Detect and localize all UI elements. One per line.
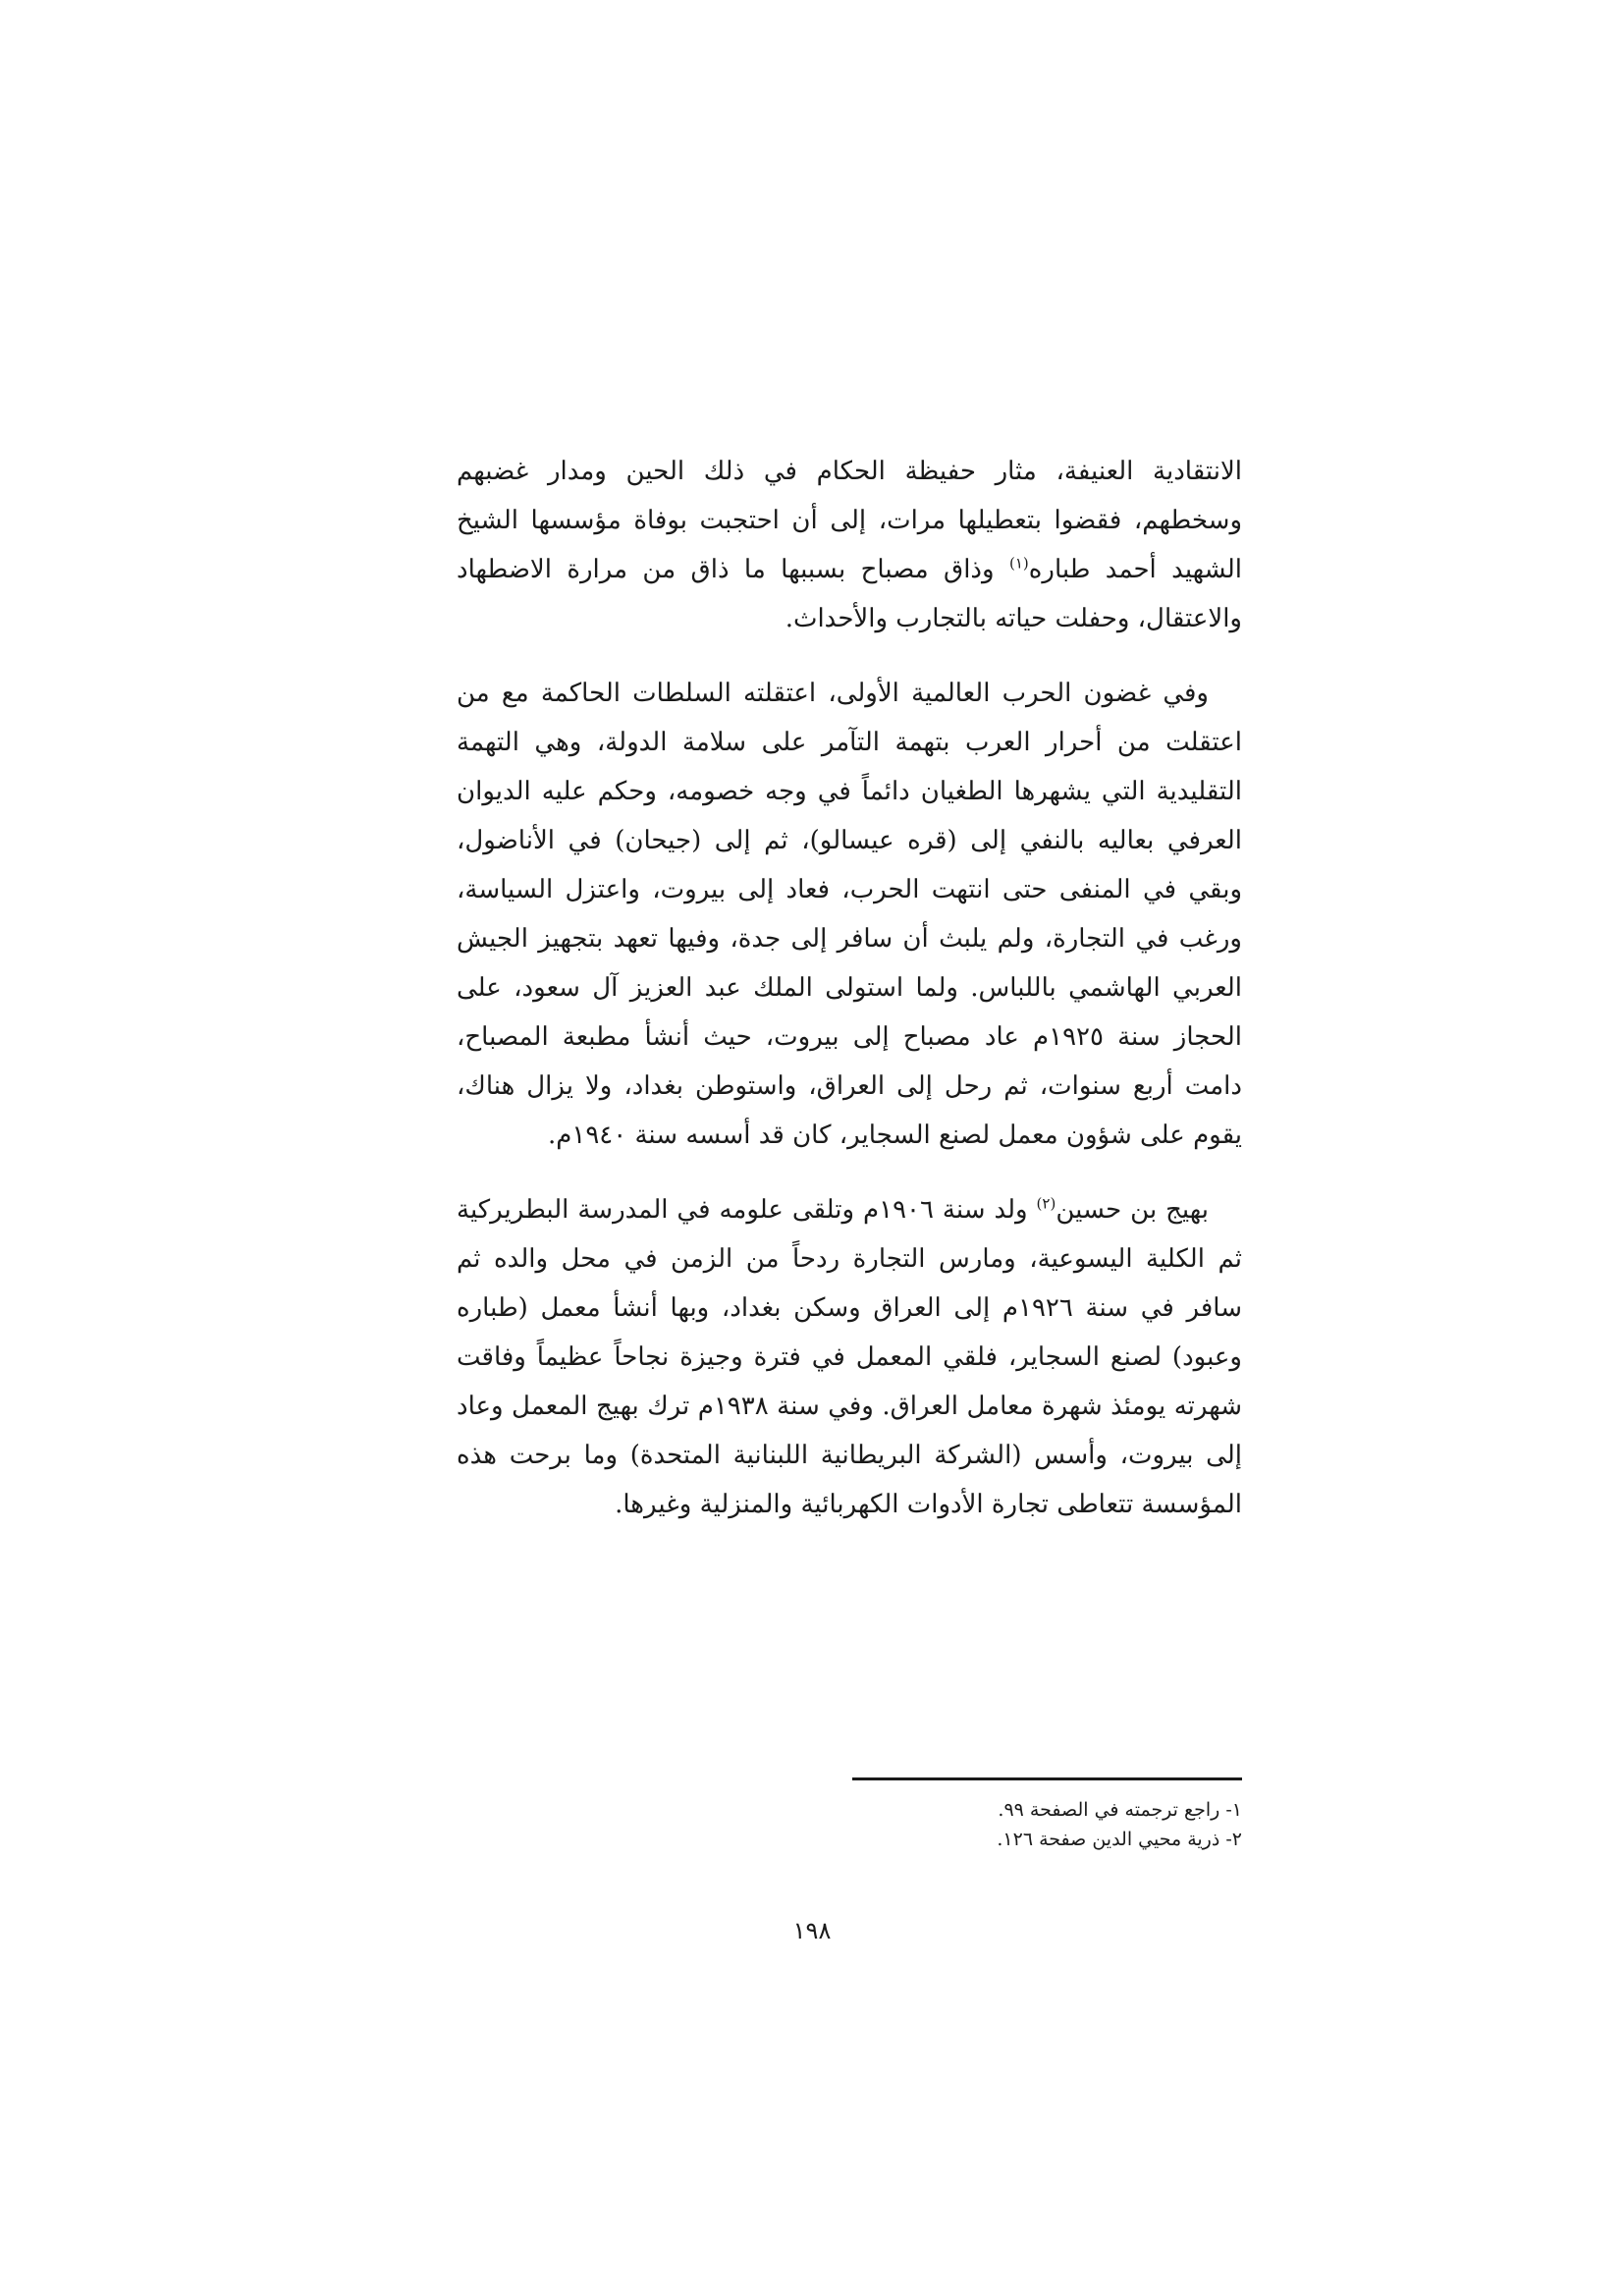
paragraph-1-text-b: وذاق مصباح بسببها ما ذاق من مرارة الاضطهاد والاعتقال، وحفلت حياته بالتجارب والأحداث. [457,555,1242,633]
footnotes [852,1795,1242,1854]
footnote-1: ١- راجع ترجمته في الصفحة ٩٩. [998,1799,1242,1821]
paragraph-1 [457,447,1242,643]
footnote-marker-2: (٢) [1036,1194,1056,1213]
footnote-2: ٢- ذرية محيي الدين صفحة ١٢٦. [997,1829,1242,1850]
page-number: ١٩٨ [792,1917,832,1944]
paragraph-3-text-a: بهيج بن حسين [1056,1195,1209,1225]
footnote-marker-1: (١) [1008,554,1029,573]
paragraph-1-text-a: الانتقادية العنيفة، مثار حفيظة الحكام في ذلك الحين ومدار غضبهم وسخطهم، فقضوا بتعطيلها مرات، إلى أن احتجبت بوفاة مؤسسها الشيخ الشهيد أحمد طباره [457,457,1243,584]
paragraph-3-text-b: ولد سنة ١٩٠٦م وتلقى علومه في المدرسة البطريركية ثم الكلية اليسوعية، ومارس التجارة ردحاً من الزمن في محل والده ثم سافر في سنة ١٩٢٦م إلى العراق وسكن بغداد، وبها أنشأ معمل (طباره وعبود) لصنع السجاير، فلقي المعمل في فترة وجيزة نجاحاً عظيماً وفاقت شهرته يومئذ شهرة معامل العراق. وفي سنة ١٩٣٨م ترك بهيج المعمل وعاد إلى بيروت، وأسس (الشركة البريطانية اللبنانية المتحدة) وما برحت هذه المؤسسة تتعاطى تجارة الأدوات الكهربائية والمنزلية وغيرها. [457,1195,1243,1519]
main-text [457,447,1242,1555]
paragraph-3 [457,1185,1242,1529]
footnote-divider [852,1777,1242,1780]
paragraph-2: وفي غضون الحرب العالمية الأولى، اعتقلته السلطات الحاكمة مع من اعتقلت من أحرار العرب بتهمة التآمر على سلامة الدولة، وهي التهمة التقليدية التي يشهرها الطغيان دائماً في وجه خصومه، وحكم عليه الديوان العرفي بعاليه بالنفي إلى (قره عيسالو)، ثم إلى (جيحان) في الأناضول، وبقي في المنفى حتى انتهت الحرب، فعاد إلى بيروت، واعتزل السياسة، ورغب في التجارة، ولم يلبث أن سافر إلى جدة، وفيها تعهد بتجهيز الجيش العربي الهاشمي باللباس. ولما استولى الملك عبد العزيز آل سعود، على الحجاز سنة ١٩٢٥م عاد مصباح إلى بيروت، حيث أنشأ مطبعة المصباح، دامت أربع سنوات، ثم رحل إلى العراق، واستوطن بغداد، ولا يزال هناك، يقوم على شؤون معمل لصنع السجاير، كان قد أسسه سنة ١٩٤٠م. [457,679,1242,1150]
